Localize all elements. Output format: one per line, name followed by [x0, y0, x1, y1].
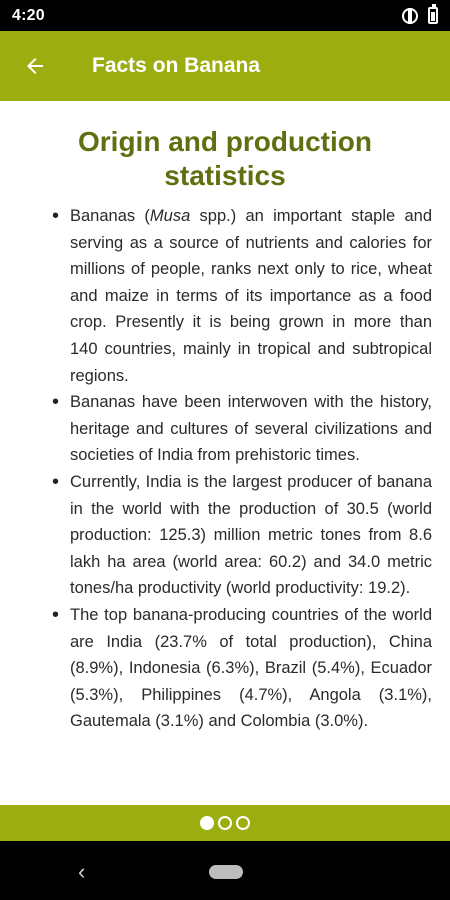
section-title: Origin and production statistics — [78, 126, 372, 191]
status-icons — [402, 7, 438, 24]
system-nav-bar — [0, 841, 450, 900]
nav-back-icon[interactable]: ‹ — [78, 859, 86, 884]
app-bar — [0, 31, 450, 101]
page-dot-2[interactable] — [218, 816, 232, 830]
page-title: Facts on Banana — [92, 54, 261, 77]
page-dot-3[interactable] — [236, 816, 250, 830]
fact-item — [40, 203, 432, 389]
page-dot-1[interactable] — [200, 816, 214, 830]
data-saver-icon — [402, 8, 418, 24]
fact-text-prefix: Bananas ( — [70, 207, 150, 225]
page-indicator-bar — [0, 805, 450, 841]
fact-item: • Currently, India is the largest producer of banana in the world with the production of 30.5 (world production: 125.3) million metric tones from 8.6 lakh ha area (world area: 60.2) and 34.0 metric tones/ha productivity (world productivity: 19.2). — [40, 469, 432, 602]
fact-item: • The top banana-producing countries of the world are India (23.7% of total production), China (8.9%), Indonesia (6.3%), Brazil (5.4%), Ecuador (5.3%), Philippines (4.7%), Angola (3.1%), Gautemala (3.1%) and Colombia (3.0%). — [40, 602, 432, 735]
facts-list — [0, 203, 450, 735]
fact-item: • Bananas have been interwoven with the history, heritage and cultures of several civilizations and societies of India from prehistoric times. — [40, 389, 432, 469]
nav-home-pill-icon[interactable] — [209, 865, 243, 879]
battery-icon — [428, 7, 438, 24]
fact-scientific-name: Musa — [149, 207, 191, 225]
fact-text-suffix: spp.) an important staple and serving as a source of nutrients and calories for millions of people, ranks next only to rice, wheat and maize in terms of its importance as a food crop. Presently it is being grown in more than 140 countries, mainly in tropical and subtropical regions. — [70, 207, 432, 385]
content-scroll-area[interactable] — [0, 101, 450, 805]
status-bar — [0, 0, 450, 31]
status-time: 4:20 — [12, 6, 45, 24]
arrow-back-icon — [23, 54, 47, 78]
back-button[interactable] — [0, 31, 70, 101]
